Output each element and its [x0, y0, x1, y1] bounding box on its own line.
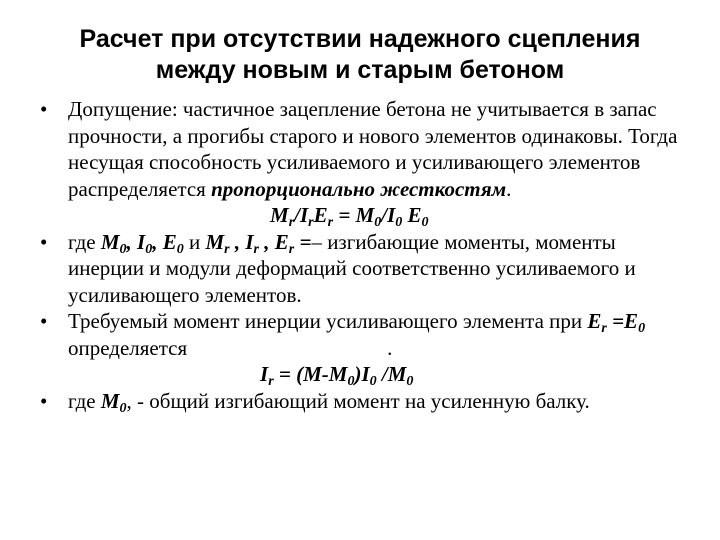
- list-item-required-inertia: • Требуемый момент инерции усиливающего элемента при $E_r =E_0$ определяется .: [40, 309, 646, 360]
- list-item-definitions: • где $M_0$, $I_0$, $E_0$ и $M_r$ , $I_r$ , $E_r$ =– изгибающие моменты, моменты инерции и модули деформаций соответственно усиливаемого и усиливающего элементов.: [40, 229, 636, 307]
- assumption-text: Допущение: частичное зацепление бетона не учитывается в запас прочности, а прогибы старого и нового элементов одинаковы. Тогда несущая способность усиливаемого и усиливающего элементов распределяется: [68, 97, 678, 201]
- slide-body: [40, 96, 690, 414]
- formula-required-inertia: $I_r = (M-M_0)I_0$ $/M_0$: [260, 362, 414, 389]
- bullet-icon: •: [40, 229, 48, 254]
- assumption-end: .: [506, 176, 512, 201]
- list-item-assumption: [40, 96, 690, 202]
- list-item-total-moment: • где $M_0$, - общий изгибающий момент на усиленную балку.: [40, 388, 590, 416]
- formula-moment-distribution: $M_r/I_rE_r = M_0/I_0$ $E_0$: [270, 203, 429, 230]
- title-line-2: между новым и старым бетоном: [155, 56, 565, 84]
- bullet-icon: •: [40, 309, 48, 333]
- assumption-emphasis: пропорционально жесткостям: [211, 176, 507, 201]
- slide-title: [20, 24, 700, 86]
- bullet-icon: •: [40, 388, 48, 413]
- title-line-1: Расчет при отсутствии надежного сцепления: [79, 25, 641, 53]
- bullet-icon: •: [40, 97, 48, 121]
